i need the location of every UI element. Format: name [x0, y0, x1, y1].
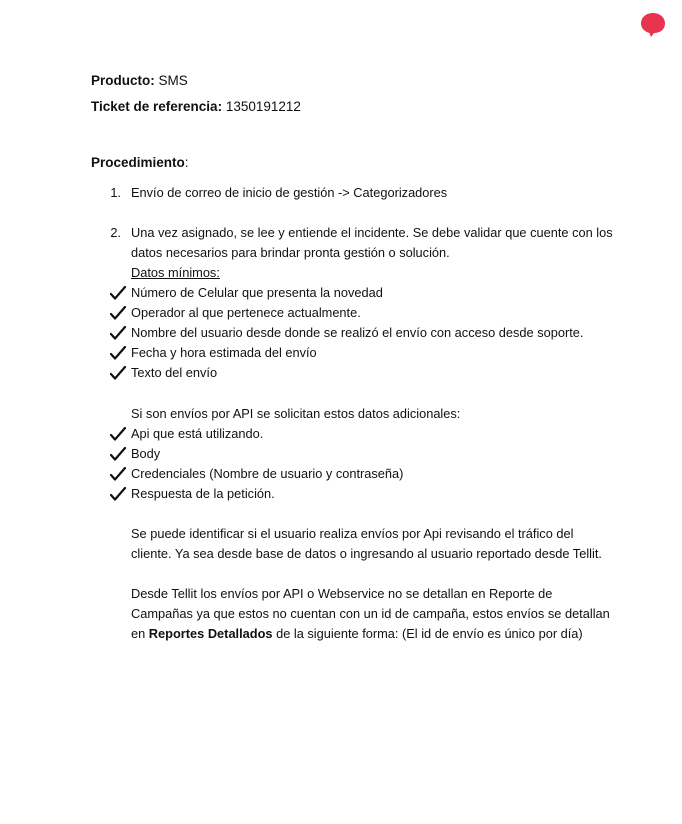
ticket-label: Ticket de referencia:	[91, 99, 223, 114]
checkmark-icon	[110, 306, 126, 320]
min-data-item-5: Texto del envío	[131, 365, 218, 380]
product-label: Producto:	[91, 73, 155, 88]
identify-paragraph-line-1: Se puede identificar si el usuario realiza envíos por Api revisando el tráfico del	[131, 526, 574, 541]
identify-paragraph-line-2: cliente. Ya sea desde base de datos o ingresando al usuario reportado desde Tellit.	[131, 546, 602, 561]
product-field	[91, 72, 188, 90]
speech-bubble-logo-icon	[640, 12, 666, 38]
procedure-heading-colon: :	[184, 155, 189, 170]
procedure-heading-label: Procedimiento	[91, 155, 185, 170]
tellit-line-3-pre: en	[131, 626, 149, 641]
ticket-field	[91, 98, 301, 116]
step-2-line-2: datos necesarios para brindar pronta gestión o solución.	[131, 245, 450, 260]
step-2-line-1: Una vez asignado, se lee y entiende el incidente. Se debe validar que cuente con los	[131, 225, 613, 240]
checkmark-icon	[110, 487, 126, 501]
procedure-heading	[91, 154, 189, 172]
step-1-text: Envío de correo de inicio de gestión -> Categorizadores	[131, 185, 448, 200]
tellit-paragraph-line-3	[131, 624, 583, 644]
step-1-number: 1.	[110, 185, 121, 200]
api-item-1: Api que está utilizando.	[131, 426, 264, 441]
checkmark-icon	[110, 447, 126, 461]
min-data-item-1: Número de Celular que presenta la novedad	[131, 285, 383, 300]
checkmark-icon	[110, 326, 126, 340]
api-item-3: Credenciales (Nombre de usuario y contraseña)	[131, 466, 404, 481]
tellit-line-3-post: de la siguiente forma: (El id de envío es único por día)	[272, 626, 583, 641]
tellit-paragraph-line-2: Campañas ya que estos no cuentan con un id de campaña, estos envíos se detallan	[131, 606, 610, 621]
step-2-number: 2.	[110, 225, 121, 240]
tellit-paragraph-line-1: Desde Tellit los envíos por API o Webservice no se detallan en Reporte de	[131, 586, 553, 601]
checkmark-icon	[110, 427, 126, 441]
api-intro: Si son envíos por API se solicitan estos datos adicionales:	[131, 406, 461, 421]
checkmark-icon	[110, 366, 126, 380]
min-data-item-3: Nombre del usuario desde donde se realizó el envío con acceso desde soporte.	[131, 325, 584, 340]
product-value: SMS	[158, 73, 188, 88]
api-item-4: Respuesta de la petición.	[131, 486, 275, 501]
ticket-value: 1350191212	[225, 99, 301, 114]
checkmark-icon	[110, 286, 126, 300]
reportes-detallados-text: Reportes Detallados	[148, 626, 273, 641]
checkmark-icon	[110, 467, 126, 481]
min-data-item-2: Operador al que pertenece actualmente.	[131, 305, 361, 320]
min-data-item-4: Fecha y hora estimada del envío	[131, 345, 317, 360]
api-item-2: Body	[131, 446, 161, 461]
min-data-title: Datos mínimos:	[131, 265, 220, 280]
checkmark-icon	[110, 346, 126, 360]
